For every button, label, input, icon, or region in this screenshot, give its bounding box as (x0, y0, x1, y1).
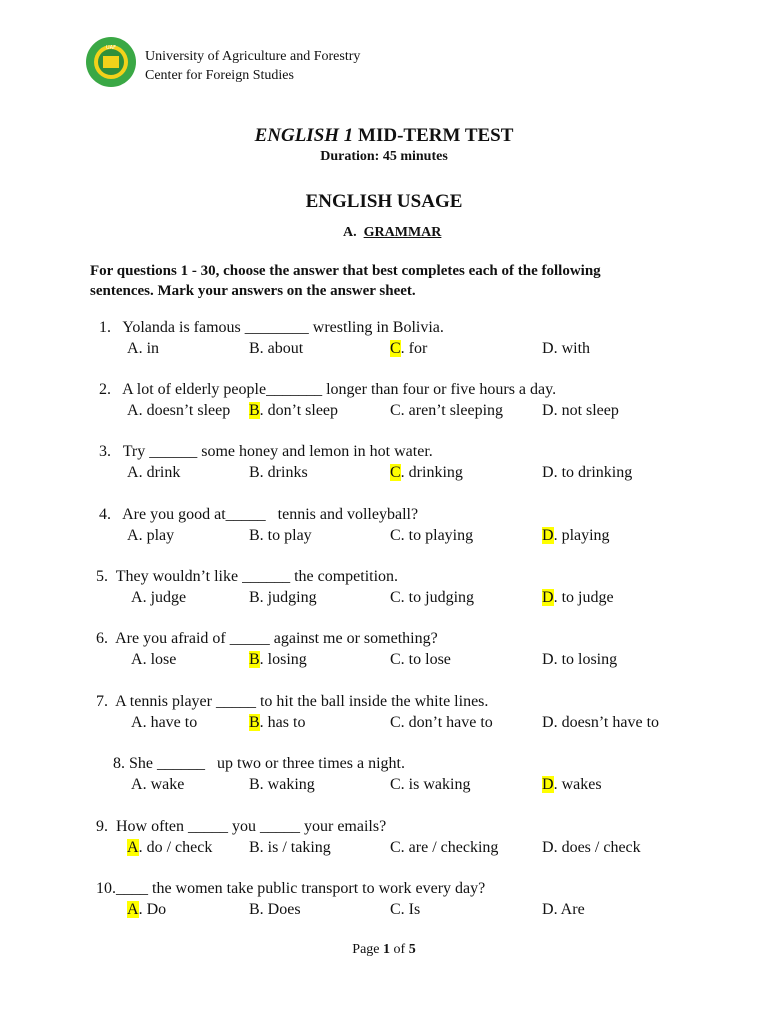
option-letter: B (249, 340, 260, 357)
option-letter: A (127, 340, 139, 357)
option-text: . judge (142, 589, 187, 606)
question-stem: 5. They wouldn’t like ______ the competition. (96, 568, 399, 585)
title-rest: MID-TERM TEST (353, 125, 514, 146)
title-course: ENGLISH 1 (254, 125, 354, 146)
option-letter: C (390, 527, 401, 544)
option-text: . lose (142, 651, 177, 668)
option-text: . don’t sleep (259, 402, 339, 419)
answer-option-c (390, 463, 463, 483)
option-letter: C (390, 901, 401, 918)
answer-option-c (390, 401, 503, 421)
footer-middle: of (390, 942, 409, 957)
answer-option-b (249, 526, 312, 546)
answer-option-b (249, 900, 301, 920)
test-title (0, 125, 768, 147)
current-page: 1 (383, 942, 391, 957)
option-letter: D (542, 589, 554, 606)
option-letter: B (249, 651, 260, 668)
instructions: For questions 1 - 30, choose the answer that best completes each of the following sentences. Mark your answers on the answer sheet. (90, 263, 601, 299)
question-stem: 1. Yolanda is famous ________ wrestling in Bolivia. (99, 319, 444, 336)
answer-option-b (249, 775, 315, 795)
option-text: . is waking (400, 776, 471, 793)
center-name: Center for Foreign Studies (145, 68, 294, 83)
option-letter: B (249, 901, 260, 918)
option-letter: D (542, 901, 554, 918)
option-text: . drink (138, 464, 181, 481)
question-stem: 6. Are you afraid of _____ against me or something? (96, 630, 438, 647)
option-letter: B (249, 589, 260, 606)
option-text: . waking (259, 776, 315, 793)
option-text: . wakes (553, 776, 602, 793)
option-text: . doesn’t sleep (138, 402, 231, 419)
option-text: . to play (259, 527, 312, 544)
university-name: University of Agriculture and Forestry (145, 49, 361, 64)
option-letter: D (542, 340, 554, 357)
option-letter: C (390, 839, 401, 856)
option-text: . Do (138, 901, 167, 918)
answer-option-b (249, 339, 303, 359)
option-letter: D (542, 651, 554, 668)
answer-option-d (542, 526, 610, 546)
option-letter: D (542, 464, 554, 481)
option-text: . in (138, 340, 160, 357)
option-text: . to drinking (553, 464, 633, 481)
option-text: . judging (259, 589, 317, 606)
answer-option-c (390, 526, 473, 546)
subsection-title (343, 225, 441, 241)
option-letter: B (249, 839, 260, 856)
answer-option-c (390, 900, 420, 920)
question-stem: 4. Are you good at_____ tennis and volleyball? (99, 506, 419, 523)
answer-option-d (542, 713, 659, 733)
option-letter: A (127, 527, 139, 544)
option-letter: A (131, 651, 143, 668)
option-text: . Does (259, 901, 301, 918)
answer-option-d (542, 588, 614, 608)
option-letter: D (542, 839, 554, 856)
test-duration: Duration: 45 minutes (320, 149, 448, 164)
subsection-label: A. (343, 225, 357, 240)
option-text: . not sleep (553, 402, 619, 419)
question-stem: 10.____ the women take public transport to work every day? (96, 880, 486, 897)
answer-option-c (390, 588, 474, 608)
question-stem: 2. A lot of elderly people_______ longer than four or five hours a day. (99, 381, 557, 398)
university-logo (85, 36, 137, 88)
option-letter: A (127, 901, 139, 918)
answer-option-b (249, 838, 331, 858)
option-letter: B (249, 464, 260, 481)
answer-option-d (542, 339, 590, 359)
answer-option-c (390, 713, 493, 733)
option-text: . don’t have to (400, 714, 493, 731)
answer-option-a (131, 775, 184, 795)
question-stem: 8. She ______ up two or three times a night. (113, 755, 405, 772)
option-letter: A (127, 464, 139, 481)
answer-option-b (249, 588, 317, 608)
answer-option-d (542, 401, 619, 421)
answer-option-a (127, 838, 212, 858)
option-letter: B (249, 776, 260, 793)
option-text: . is / taking (259, 839, 331, 856)
option-text: . has to (259, 714, 306, 731)
answer-option-d (542, 900, 585, 920)
option-text: . to lose (400, 651, 451, 668)
option-letter: C (390, 714, 401, 731)
option-text: . have to (142, 714, 198, 731)
option-letter: D (542, 714, 554, 731)
option-letter: C (390, 589, 401, 606)
answer-option-c (390, 838, 498, 858)
option-text: . to judging (400, 589, 475, 606)
option-letter: A (131, 776, 143, 793)
option-letter: B (249, 527, 260, 544)
answer-option-a (127, 900, 166, 920)
option-text: . does / check (553, 839, 641, 856)
option-letter: B (249, 714, 260, 731)
option-text: . to losing (553, 651, 618, 668)
option-letter: A (127, 839, 139, 856)
section-title: ENGLISH USAGE (305, 191, 463, 212)
option-text: . about (259, 340, 304, 357)
option-text: . playing (553, 527, 610, 544)
footer-prefix: Page (352, 942, 384, 957)
option-text: . with (553, 340, 591, 357)
option-letter: C (390, 464, 401, 481)
option-letter: C (390, 651, 401, 668)
option-text: . to judge (553, 589, 614, 606)
option-text: . drinks (259, 464, 308, 481)
answer-option-d (542, 650, 617, 670)
page-footer (0, 942, 768, 958)
option-text: . for (400, 340, 428, 357)
option-letter: B (249, 402, 260, 419)
answer-option-d (542, 775, 602, 795)
logo-text: UAF (106, 45, 116, 51)
question-stem: 9. How often _____ you _____ your emails? (96, 818, 387, 835)
answer-option-b (249, 401, 338, 421)
answer-option-a (127, 526, 174, 546)
subsection-name: GRAMMAR (363, 225, 442, 240)
option-text: . wake (142, 776, 185, 793)
option-text: . doesn’t have to (553, 714, 660, 731)
answer-option-c (390, 650, 451, 670)
institution-header (145, 47, 360, 85)
answer-option-a (131, 588, 186, 608)
answer-option-b (249, 650, 307, 670)
option-letter: D (542, 776, 554, 793)
answer-option-a (127, 339, 159, 359)
option-letter: C (390, 340, 401, 357)
answer-option-b (249, 713, 305, 733)
option-letter: D (542, 402, 554, 419)
option-letter: A (127, 402, 139, 419)
answer-option-d (542, 838, 641, 858)
question-stem: 7. A tennis player _____ to hit the ball inside the white lines. (96, 693, 489, 710)
answer-option-a (127, 401, 230, 421)
option-letter: A (131, 589, 143, 606)
option-text: . do / check (138, 839, 213, 856)
answer-option-b (249, 463, 308, 483)
question-stem: 3. Try ______ some honey and lemon in hot water. (99, 443, 433, 460)
option-text: . Is (400, 901, 421, 918)
option-text: . losing (259, 651, 307, 668)
option-text: . drinking (400, 464, 463, 481)
option-text: . are / checking (400, 839, 499, 856)
option-text: . aren’t sleeping (400, 402, 504, 419)
answer-option-a (131, 713, 197, 733)
answer-option-a (127, 463, 180, 483)
option-text: . Are (553, 901, 585, 918)
answer-option-d (542, 463, 632, 483)
answer-option-c (390, 339, 427, 359)
total-pages: 5 (408, 942, 416, 957)
option-letter: A (131, 714, 143, 731)
answer-option-a (131, 650, 176, 670)
option-letter: D (542, 527, 554, 544)
option-letter: C (390, 402, 401, 419)
option-text: . to playing (400, 527, 474, 544)
answer-option-c (390, 775, 470, 795)
option-text: . play (138, 527, 175, 544)
option-letter: C (390, 776, 401, 793)
